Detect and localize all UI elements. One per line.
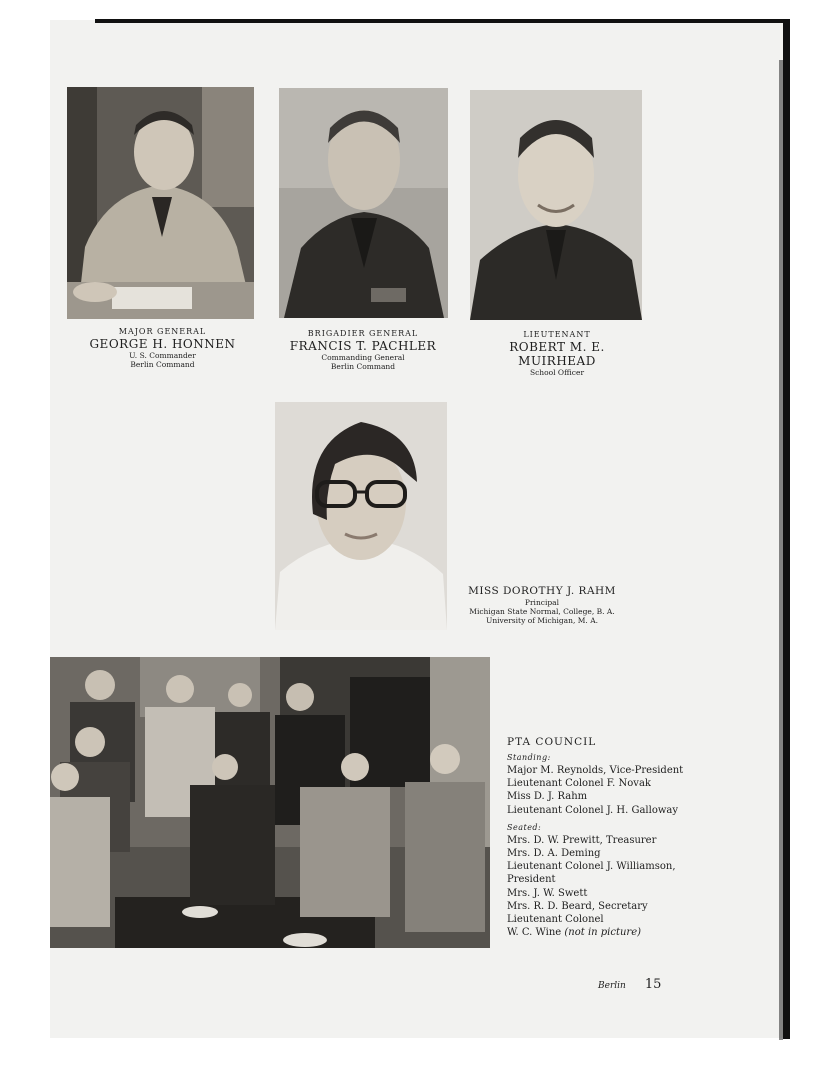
page-footer (598, 973, 661, 992)
list-item: Lieutenant Colonel (507, 914, 604, 926)
list-item: Major M. Reynolds, Vice-President (507, 765, 684, 776)
portrait-name: ROBERT M. E. MUIRHEAD (509, 339, 605, 368)
list-item: Mrs. D. A. Deming (507, 848, 601, 860)
portrait-name: GEORGE H. HONNEN (89, 336, 236, 351)
pta-standing-list (507, 764, 707, 817)
portrait-caption-muirhead (473, 330, 641, 377)
portrait-line: School Officer (529, 368, 585, 378)
scan-edge-right (783, 19, 790, 1039)
scan-edge-top (95, 19, 790, 23)
portrait-line: Berlin Command (130, 359, 195, 369)
seated-last-name: W. C. Wine (507, 927, 562, 939)
portrait-rank: MAJOR GENERAL (118, 327, 207, 336)
portrait-caption-pachler (283, 329, 443, 371)
portrait-rank: BRIGADIER GENERAL (307, 329, 419, 338)
pta-seated-list (507, 834, 707, 940)
list-item: Lieutenant Colonel J. H. Galloway (507, 804, 679, 816)
portrait-caption-honnen (85, 327, 240, 369)
page-number: 15 (644, 977, 662, 992)
list-item: Mrs. J. W. Swett (507, 887, 588, 899)
seated-note: (not in picture) (564, 927, 642, 939)
list-item: Miss D. J. Rahm (507, 791, 588, 803)
list-item: President (507, 874, 556, 886)
list-item: Mrs. D. W. Prewitt, Treasurer (507, 834, 657, 846)
pta-seated-label: Seated: (507, 822, 542, 832)
list-item: Lieutenant Colonel F. Novak (507, 778, 651, 790)
principal-degree: University of Michigan, M. A. (486, 615, 598, 625)
principal-name: MISS DOROTHY J. RAHM (468, 585, 616, 597)
pta-title: PTA COUNCIL (507, 736, 597, 748)
portrait-photo-honnen (67, 87, 254, 319)
portrait-photo-muirhead (470, 90, 642, 320)
pta-council-group-photo (50, 657, 490, 948)
pta-council-list (507, 736, 707, 945)
list-item (507, 926, 707, 939)
portrait-rank: LIEUTENANT (523, 330, 591, 339)
portrait-photo-rahm (275, 402, 447, 630)
portrait-photo-pachler (279, 88, 448, 318)
pta-standing-label: Standing: (507, 753, 551, 762)
portrait-line: U. S. Commander (129, 350, 196, 360)
principal-caption (452, 585, 632, 625)
portrait-line: Berlin Command (330, 361, 396, 371)
principal-title: Principal (524, 597, 560, 607)
list-item: Mrs. R. D. Beard, Secretary (507, 900, 648, 912)
principal-degree: Michigan State Normal, College, B. A. (469, 606, 615, 616)
list-item: Lieutenant Colonel J. Williamson, (507, 861, 676, 873)
portrait-name: FRANCIS T. PACHLER (289, 338, 437, 353)
portrait-line: Commanding General (321, 352, 405, 362)
footer-place: Berlin (598, 981, 626, 991)
